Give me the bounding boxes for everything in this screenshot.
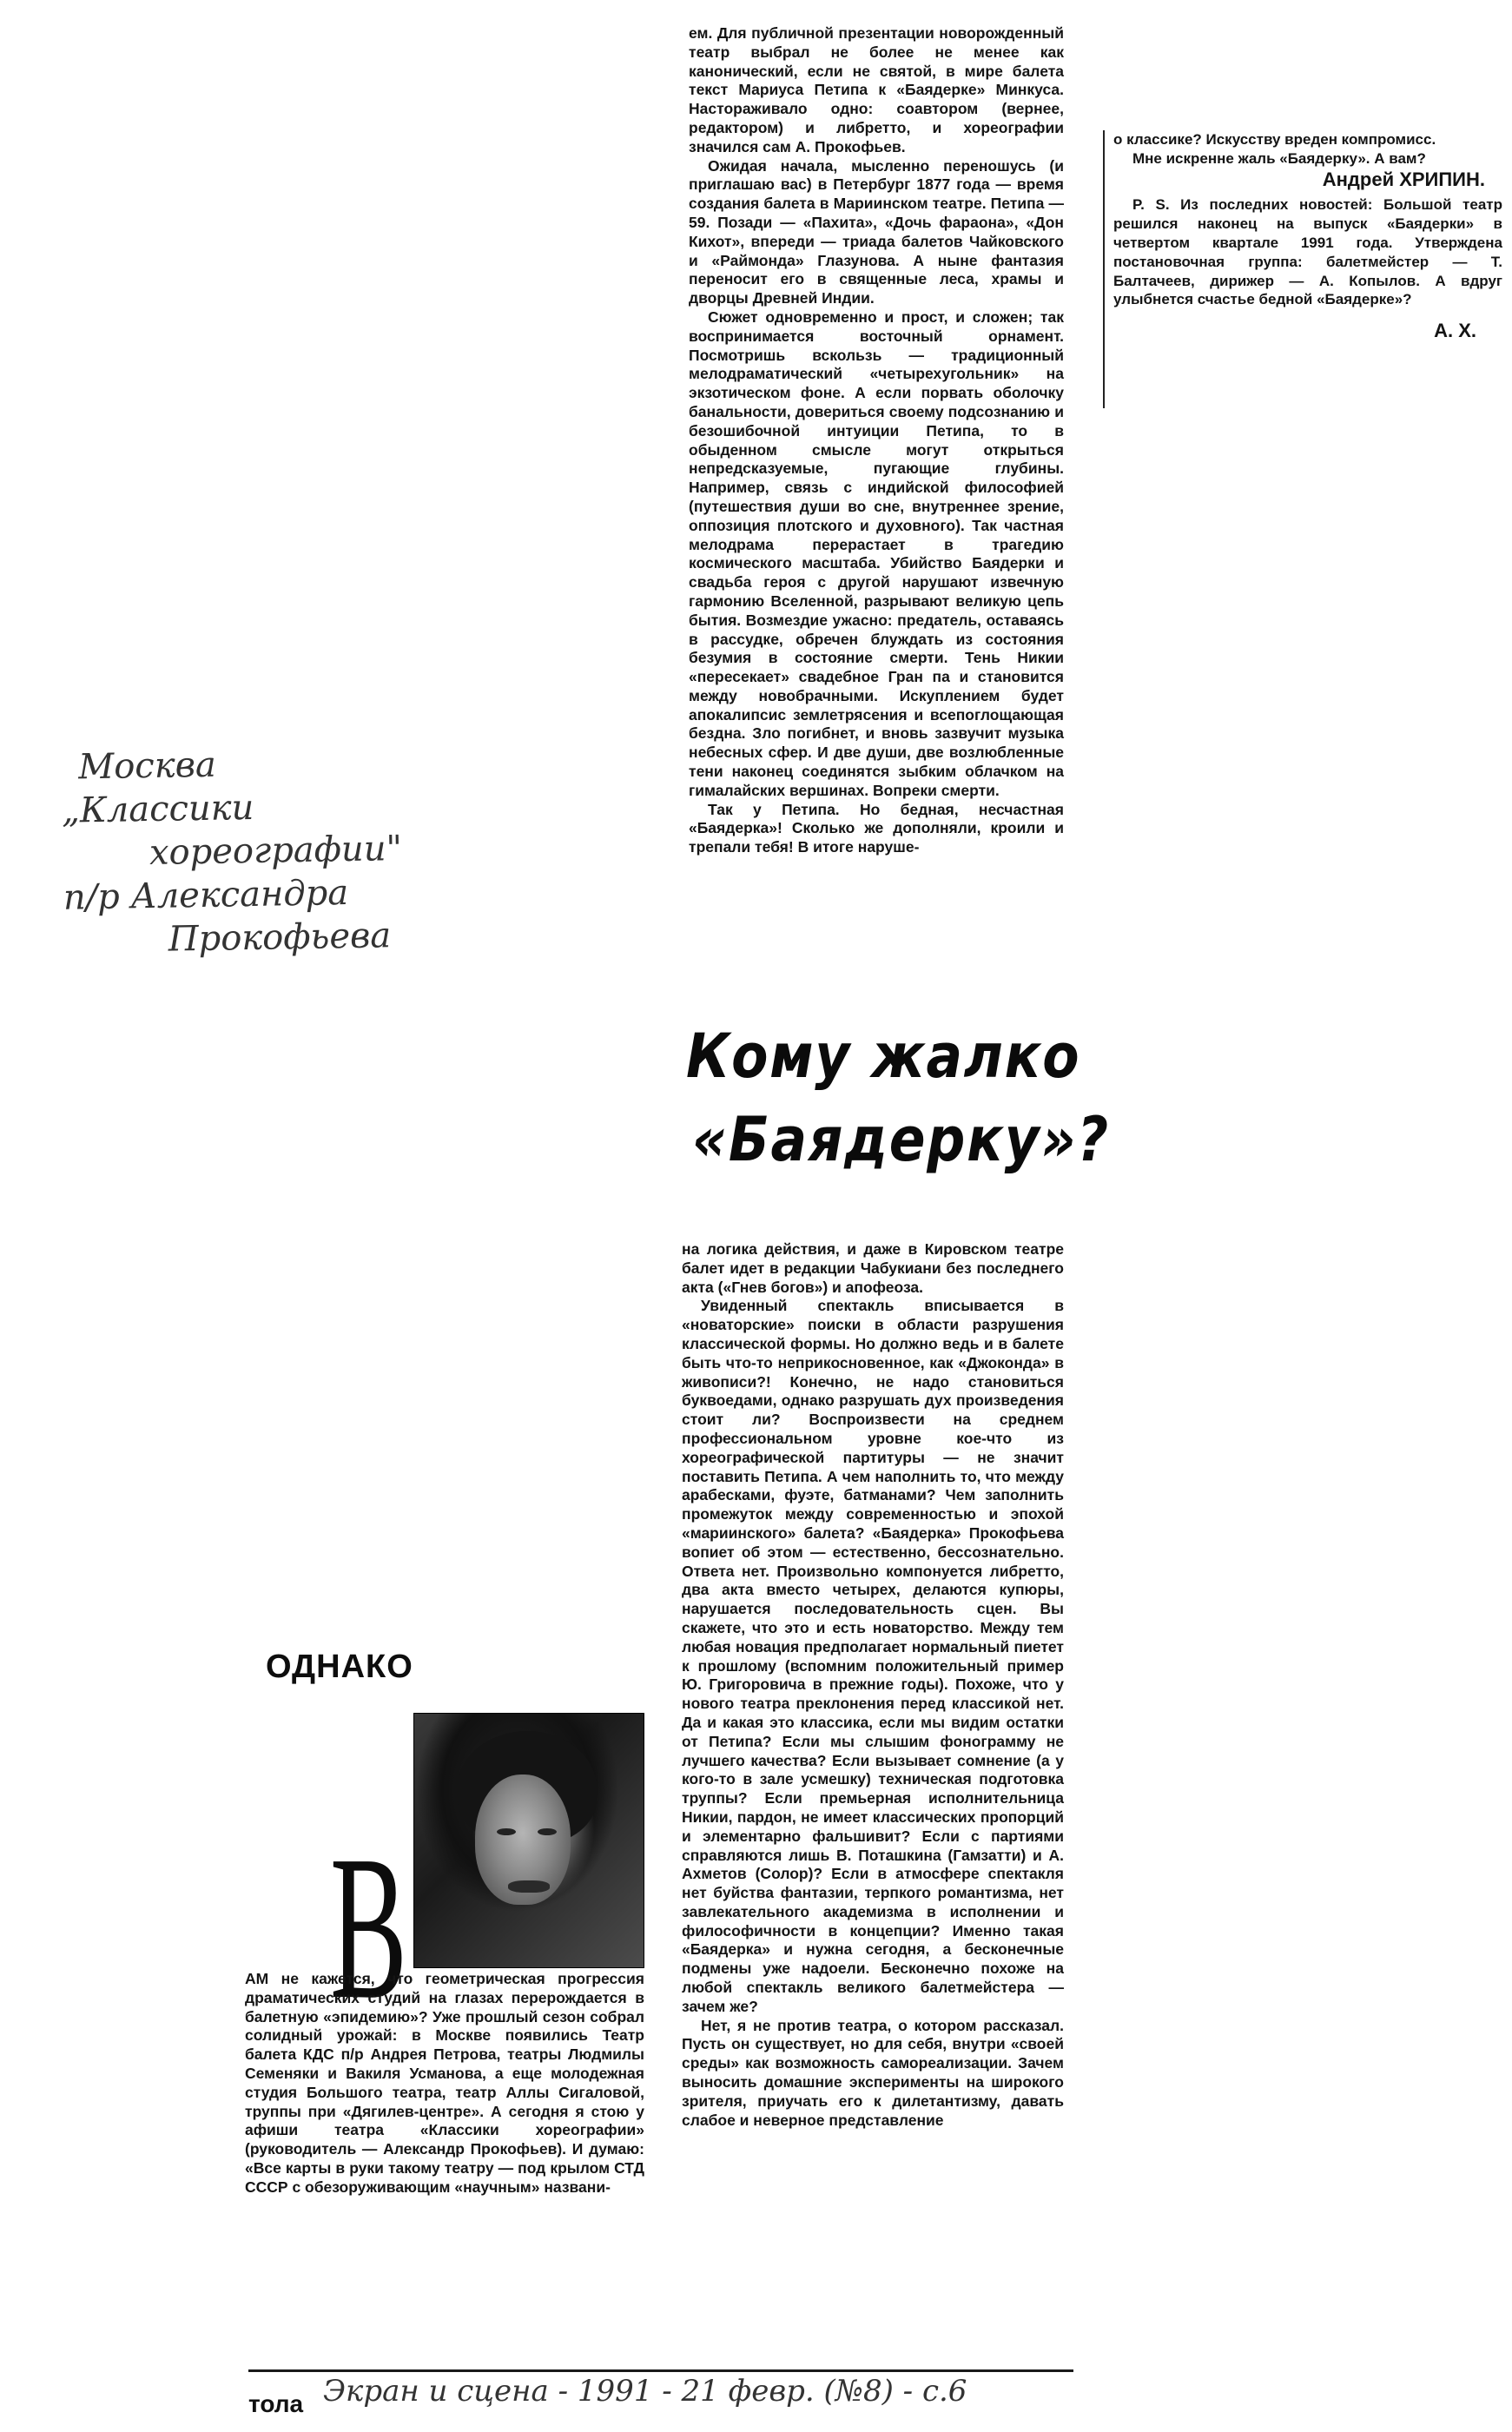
sidebar-paragraph: АМ не кажется, что геометрическая прогрессия драматических студий на глазах перерождается в балетную «эпидемию»? Уже прошлый сезон собрал солидный урожай: в Москве появились Театр балета КДС п/р Андрея Петрова, театры Людмилы Семеняки и Вакиля Усманова, а еще молодежная студия Большого театра, театр Аллы Сигаловой, труппы при «Дягилев-центре». А сегодня я стою у афиши театра «Классики хореографии» (руководитель — Александр Прокофьев). И думаю: «Все карты в руки такому театру — под крылом СТД СССР с обезоруживающим «научным» названи- bbox=[245, 1970, 644, 2196]
handwritten-source: Экран и сцена - 1991 - 21 февр. (№8) - с.6 bbox=[323, 2374, 967, 2409]
handwritten-line: п/р Александра bbox=[63, 873, 349, 918]
author-signature: Андрей ХРИПИН. bbox=[1322, 168, 1485, 190]
rubric-title: ОДНАКО bbox=[266, 1649, 413, 1685]
article-column-middle bbox=[682, 1240, 1064, 2130]
article-paragraph: о классике? Искусству вреден компромисс. bbox=[1113, 131, 1436, 148]
postscript-signature: А. Х. bbox=[1434, 320, 1476, 342]
photo-eye bbox=[538, 1828, 557, 1835]
article-paragraph: Нет, я не против театра, о котором рассказал. Пусть он существует, но для себя, внутри «своей среды» как возможность самореализации. Зачем выносить домашние эксперименты на широкого зрителя, приучать его к дилетантизму, давать слабое и неверное представление bbox=[682, 2016, 1064, 2129]
postscript: P. S. Из последних новостей: Большой театр решился наконец на выпуск «Баядерки» в четвертом квартале 1991 года. Утверждена постановочная группа: балетмейстер — Т. Балтачеев, дирижер — А. Копылов. А вдруг улыбнется счастье бедной «Баядерке»? bbox=[1113, 196, 1502, 308]
headline-line-2: «Баядерку»? bbox=[692, 1104, 1110, 1175]
handwritten-line: хореографии" bbox=[149, 828, 403, 874]
article-paragraph: на логика действия, и даже в Кировском театре балет идет в редакции Чабукиани без последнего акта («Гнев богов») и апофеоза. bbox=[682, 1240, 1064, 1296]
headline-line-1: Кому жалко bbox=[686, 1021, 1081, 1092]
author-photo bbox=[413, 1713, 644, 1968]
article-headline bbox=[686, 1014, 1110, 1181]
article-paragraph: Мне искренне жаль «Баядерку». А вам? bbox=[1132, 149, 1426, 167]
article-paragraph: ем. Для публичной презентации новорожденный театр выбрал не более не менее как канонический, если не святой, в мире балета текст Мариуса Петипа к «Баядерке» Минкуса. Настораживало одно: соавтором (вернее, редактором) и либретто, и хореографии значился сам А. Прокофьев. bbox=[689, 24, 1064, 155]
article-paragraph: Увиденный спектакль вписывается в «новаторские» поиски в области разрушения классической формы. Но должно ведь и в балете быть что-то неприкосновенное, как «Джоконда» в живописи?! Конечно, не надо становиться буквоедами, однако разрушать дух произведения стоит ли? Воспроизвести на среднем профессиональном уровне кое-что из хореографической партитуры — не значит поставить Петипа. А чем наполнить то, что между арабесками, фуэте, батманами? Чем заполнить промежуток между современностью и эпохой «мариинского» балета? «Баядерка» Прокофьева вопиет об этом — естественно, бессознательно. Ответа нет. Произвольно компонуется либретто, два акта вместо четырех, делаются купюры, нарушается последовательность сцен. Вы скажете, что это и есть новаторство. Между тем любая новация предполагает нормальный пиетет к прошлому (вспомним положительный пример Ю. Григоровича в прежние годы). Похоже, что у нового театра преклонения перед классикой нет. Да и какая это классика, если мы видим остатки от Петипа? Если мы слышим фонограмму не лучшего качества? Если вызывает сомнение (а у кого-то в зале усмешку) техническая подготовка труппы? Если премьерная исполнительница Никии, пардон, не имеет классических пропорций и элементарно фальшивит? Если с партиями справляются лишь В. Поташкина (Гамзатти) и А. Ахметов (Солор)? Если в атмосфере спектакля нет буйства фантазии, терпкого романтизма, нет завлекательного академизма в исполнении и философичности в концепции? Именно такая «Баядерка» и нужна сегодня, а бесконечные подмены уже надоели. Бесконечно похоже на любой спектакль великого балетмейстера — зачем же? bbox=[682, 1297, 1064, 2015]
article-column-top bbox=[689, 24, 1064, 857]
article-paragraph: Так у Петипа. Но бедная, несчастная «Баядерка»! Сколько же дополняли, кроили и трепали тебя! В итоге наруше- bbox=[689, 800, 1064, 856]
photo-eye bbox=[497, 1828, 516, 1835]
handwritten-line: „Классики bbox=[61, 787, 254, 831]
drop-cap: В bbox=[330, 1814, 407, 2042]
handwritten-line: Прокофьева bbox=[168, 915, 392, 960]
column-divider bbox=[1103, 130, 1105, 408]
cutoff-text: тола bbox=[248, 2390, 304, 2417]
sidebar-column bbox=[245, 1970, 644, 2197]
article-paragraph: Ожидая начала, мысленно переношусь (и приглашаю вас) в Петербург 1877 года — время создания балета в Мариинском театре. Петипа — 59. Позади — «Пахита», «Дочь фараона», «Дон Кихот», впереди — триада балетов Чайковского и «Раймонда» Глазунова. А ныне фантазия переносит его в священные леса, храмы и дворцы Древней Индии. bbox=[689, 156, 1064, 307]
article-column-right bbox=[1113, 130, 1502, 340]
bottom-rule bbox=[248, 2369, 1073, 2372]
handwritten-line: Москва bbox=[77, 744, 217, 788]
handwritten-note bbox=[61, 739, 438, 962]
photo-moustache bbox=[508, 1880, 550, 1893]
article-paragraph: Сюжет одновременно и прост, и сложен; так воспринимается восточный орнамент. Посмотришь вскользь — традиционный мелодраматический «четырехугольник» на экзотическом фоне. А если порвать оболочку банальности, довериться своему подсознанию и безошибочной интуиции Петипа, то в обыденном смысле могут открыться непредсказуемые, пугающие глубины. Например, связь с индийской философией (путешествия души во сне, внутреннее зрение, оппозиция плотского и духовного). Так частная мелодрама перерастает в трагедию космического масштаба. Убийство Баядерки и свадьба героя с другой нарушают извечную гармонию Вселенной, разрывают великую цепь бытия. Возмездие ужасно: предатель, оставаясь в рассудке, обречен блуждать из состояния безумия в состояние смерти. Тень Никии «пересекает» свадебное Гран па и становится между новобрачными. Искуплением будет апокалипсис землетрясения и всепоглощающая бездна. Зло погибнет, и вновь зазвучит музыка небесных сфер. И две души, две возлюбленные тени наконец соединятся зыбким облачком на гималайских вершинах. Вопреки смерти. bbox=[689, 307, 1064, 799]
